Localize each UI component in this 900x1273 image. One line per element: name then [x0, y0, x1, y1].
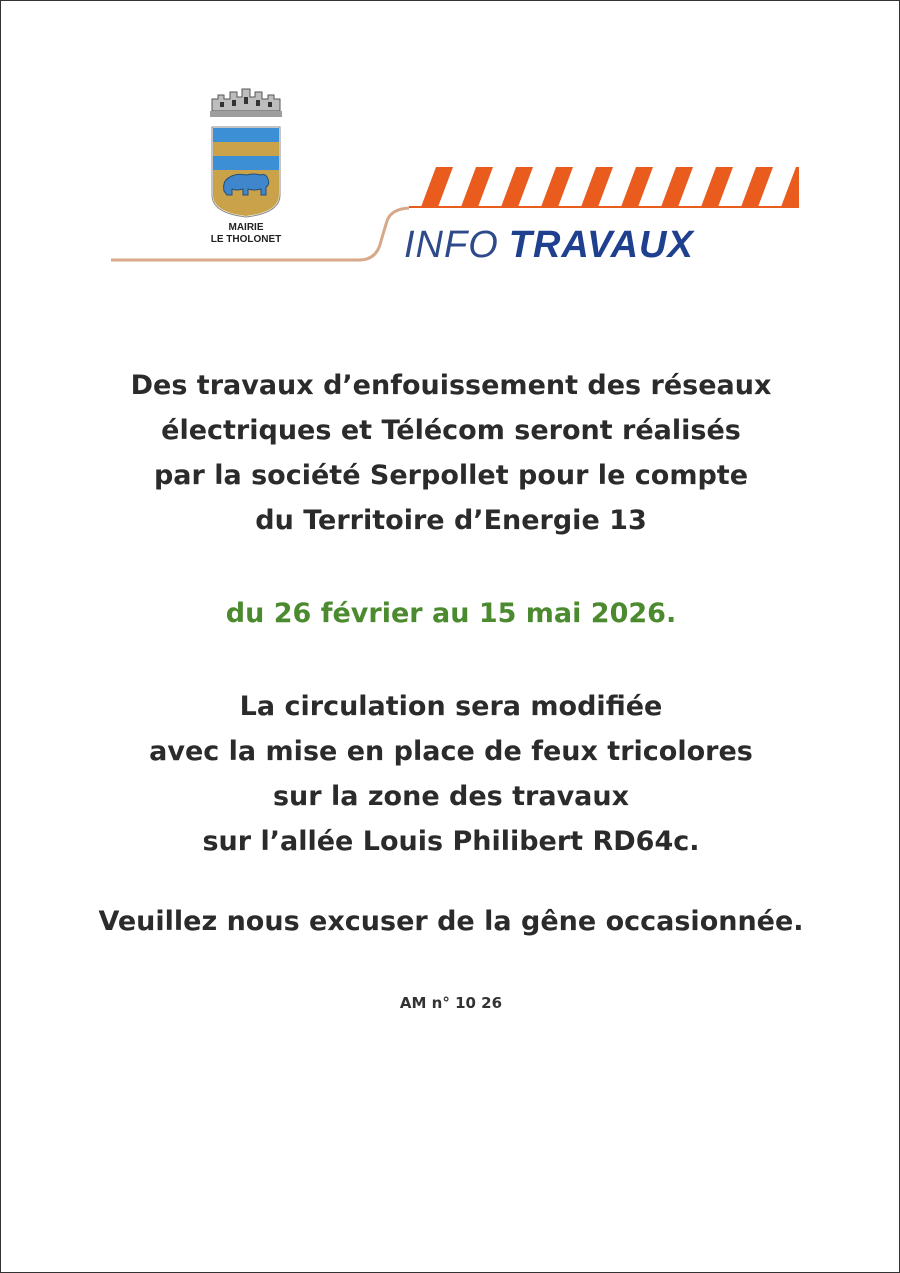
- traffic-notice: [61, 684, 841, 864]
- intro-line: par la société Serpollet pour le compte: [153, 460, 749, 491]
- works-dates: du 26 février au 15 mai 2026.: [225, 598, 677, 629]
- traffic-line: sur l’allée Louis Philibert RD64c.: [202, 826, 700, 857]
- intro-line: du Territoire d’Energie 13: [255, 505, 647, 536]
- traffic-line: avec la mise en place de feux tricolores: [149, 736, 753, 767]
- banner-word-travaux: TRAVAUX: [508, 224, 694, 266]
- apology-text: Veuillez nous excuser de la gêne occasionnée.: [98, 906, 804, 937]
- hazard-stripes: [421, 167, 799, 207]
- mairie-line-1: MAIRIE: [228, 222, 264, 233]
- traffic-line: sur la zone des travaux: [272, 781, 630, 812]
- order-reference: AM n° 10 26: [399, 994, 503, 1012]
- banner-title: [404, 223, 694, 267]
- traffic-line: La circulation sera modifiée: [239, 691, 663, 722]
- works-description: [61, 363, 841, 543]
- intro-line: Des travaux d’enfouissement des réseaux: [130, 370, 772, 401]
- banner-word-info: INFO: [404, 224, 499, 266]
- intro-line: électriques et Télécom seront réalisés: [161, 415, 741, 446]
- mairie-line-2: LE THOLONET: [210, 234, 282, 245]
